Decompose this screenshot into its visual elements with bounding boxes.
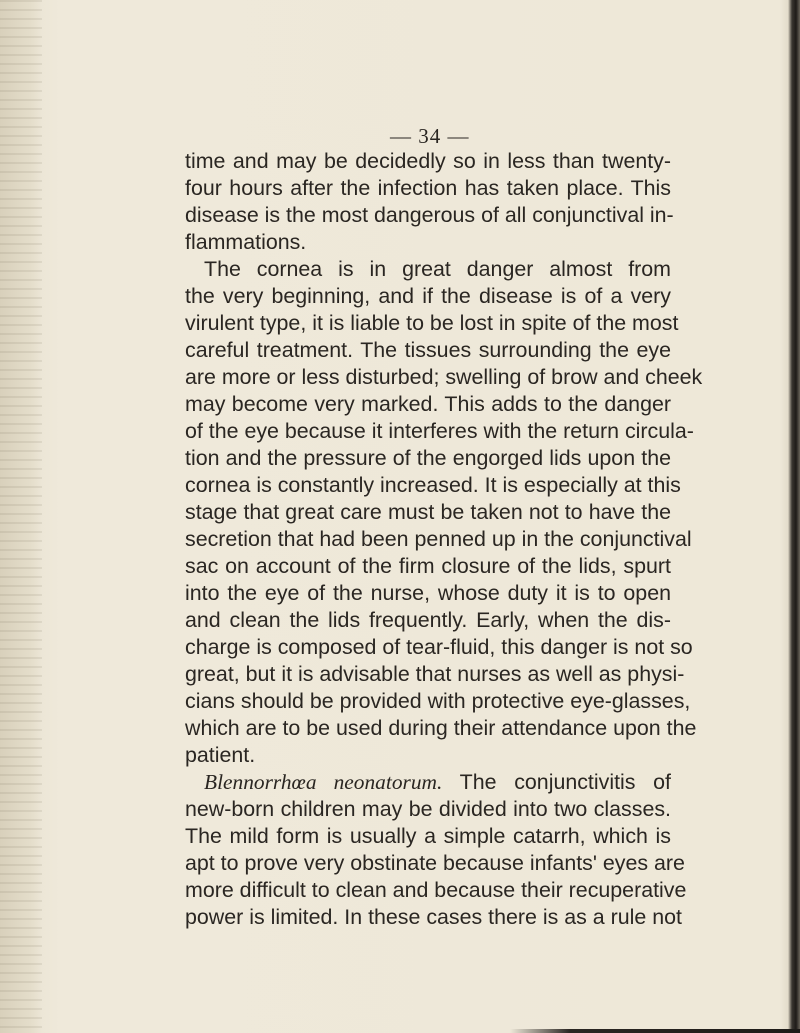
text-line: of the eye because it interferes with the return circula-: [185, 419, 694, 443]
section-first-line-rest: The conjunctivitis of: [442, 770, 671, 794]
text-line: may become very marked. This adds to the danger: [185, 392, 671, 416]
text-line: The cornea is in great danger almost from: [204, 257, 671, 281]
section-first-line: [185, 769, 671, 796]
text-line: patient.: [185, 743, 256, 767]
text-line: into the eye of the nurse, whose duty it is to open: [185, 581, 671, 605]
text-line: more difficult to clean and because their recuperative: [185, 878, 687, 902]
text-line: new-born children may be divided into two classes.: [185, 797, 671, 821]
text-line: charge is composed of tear-fluid, this danger is not so: [185, 635, 693, 659]
text-line: stage that great care must be taken not to have the: [185, 500, 671, 524]
body-text: [185, 148, 703, 931]
text-line: and clean the lids frequently. Early, when the dis-: [185, 608, 671, 632]
page-edge-shadow: [788, 0, 800, 1033]
text-line: time and may be decidedly so in less than twenty-: [185, 149, 671, 173]
page-bottom-edge: [510, 1029, 800, 1033]
text-line: cornea is constantly increased. It is especially at this: [185, 473, 681, 497]
text-line: power is limited. In these cases there is as a rule not: [185, 905, 682, 929]
text-line: the very beginning, and if the disease is of a very: [185, 284, 671, 308]
binding-edge: [0, 0, 42, 1033]
text-line: are more or less disturbed; swelling of brow and cheek: [185, 365, 703, 389]
text-line: secretion that had been penned up in the conjunctival: [185, 527, 692, 551]
text-line: great, but it is advisable that nurses as well as physi-: [185, 662, 685, 686]
page-number: — 34 —: [390, 124, 470, 148]
text-line: flammations.: [185, 230, 307, 254]
text-line: The mild form is usually a simple catarrh, which is: [185, 824, 671, 848]
text-line: virulent type, it is liable to be lost in spite of the most: [185, 311, 679, 335]
text-line: cians should be provided with protective eye-glasses,: [185, 689, 691, 713]
text-line: sac on account of the firm closure of the lids, spurt: [185, 554, 671, 578]
text-line: careful treatment. The tissues surrounding the eye: [185, 338, 671, 362]
section-term: Blennorrhœa neonatorum.: [204, 770, 443, 794]
text-line: apt to prove very obstinate because infants' eyes are: [185, 851, 685, 875]
text-line: four hours after the infection has taken place. This: [185, 176, 671, 200]
text-line: tion and the pressure of the engorged lids upon the: [185, 446, 671, 470]
text-line: which are to be used during their attendance upon the: [185, 716, 697, 740]
text-line: disease is the most dangerous of all conjunctival in-: [185, 203, 674, 227]
